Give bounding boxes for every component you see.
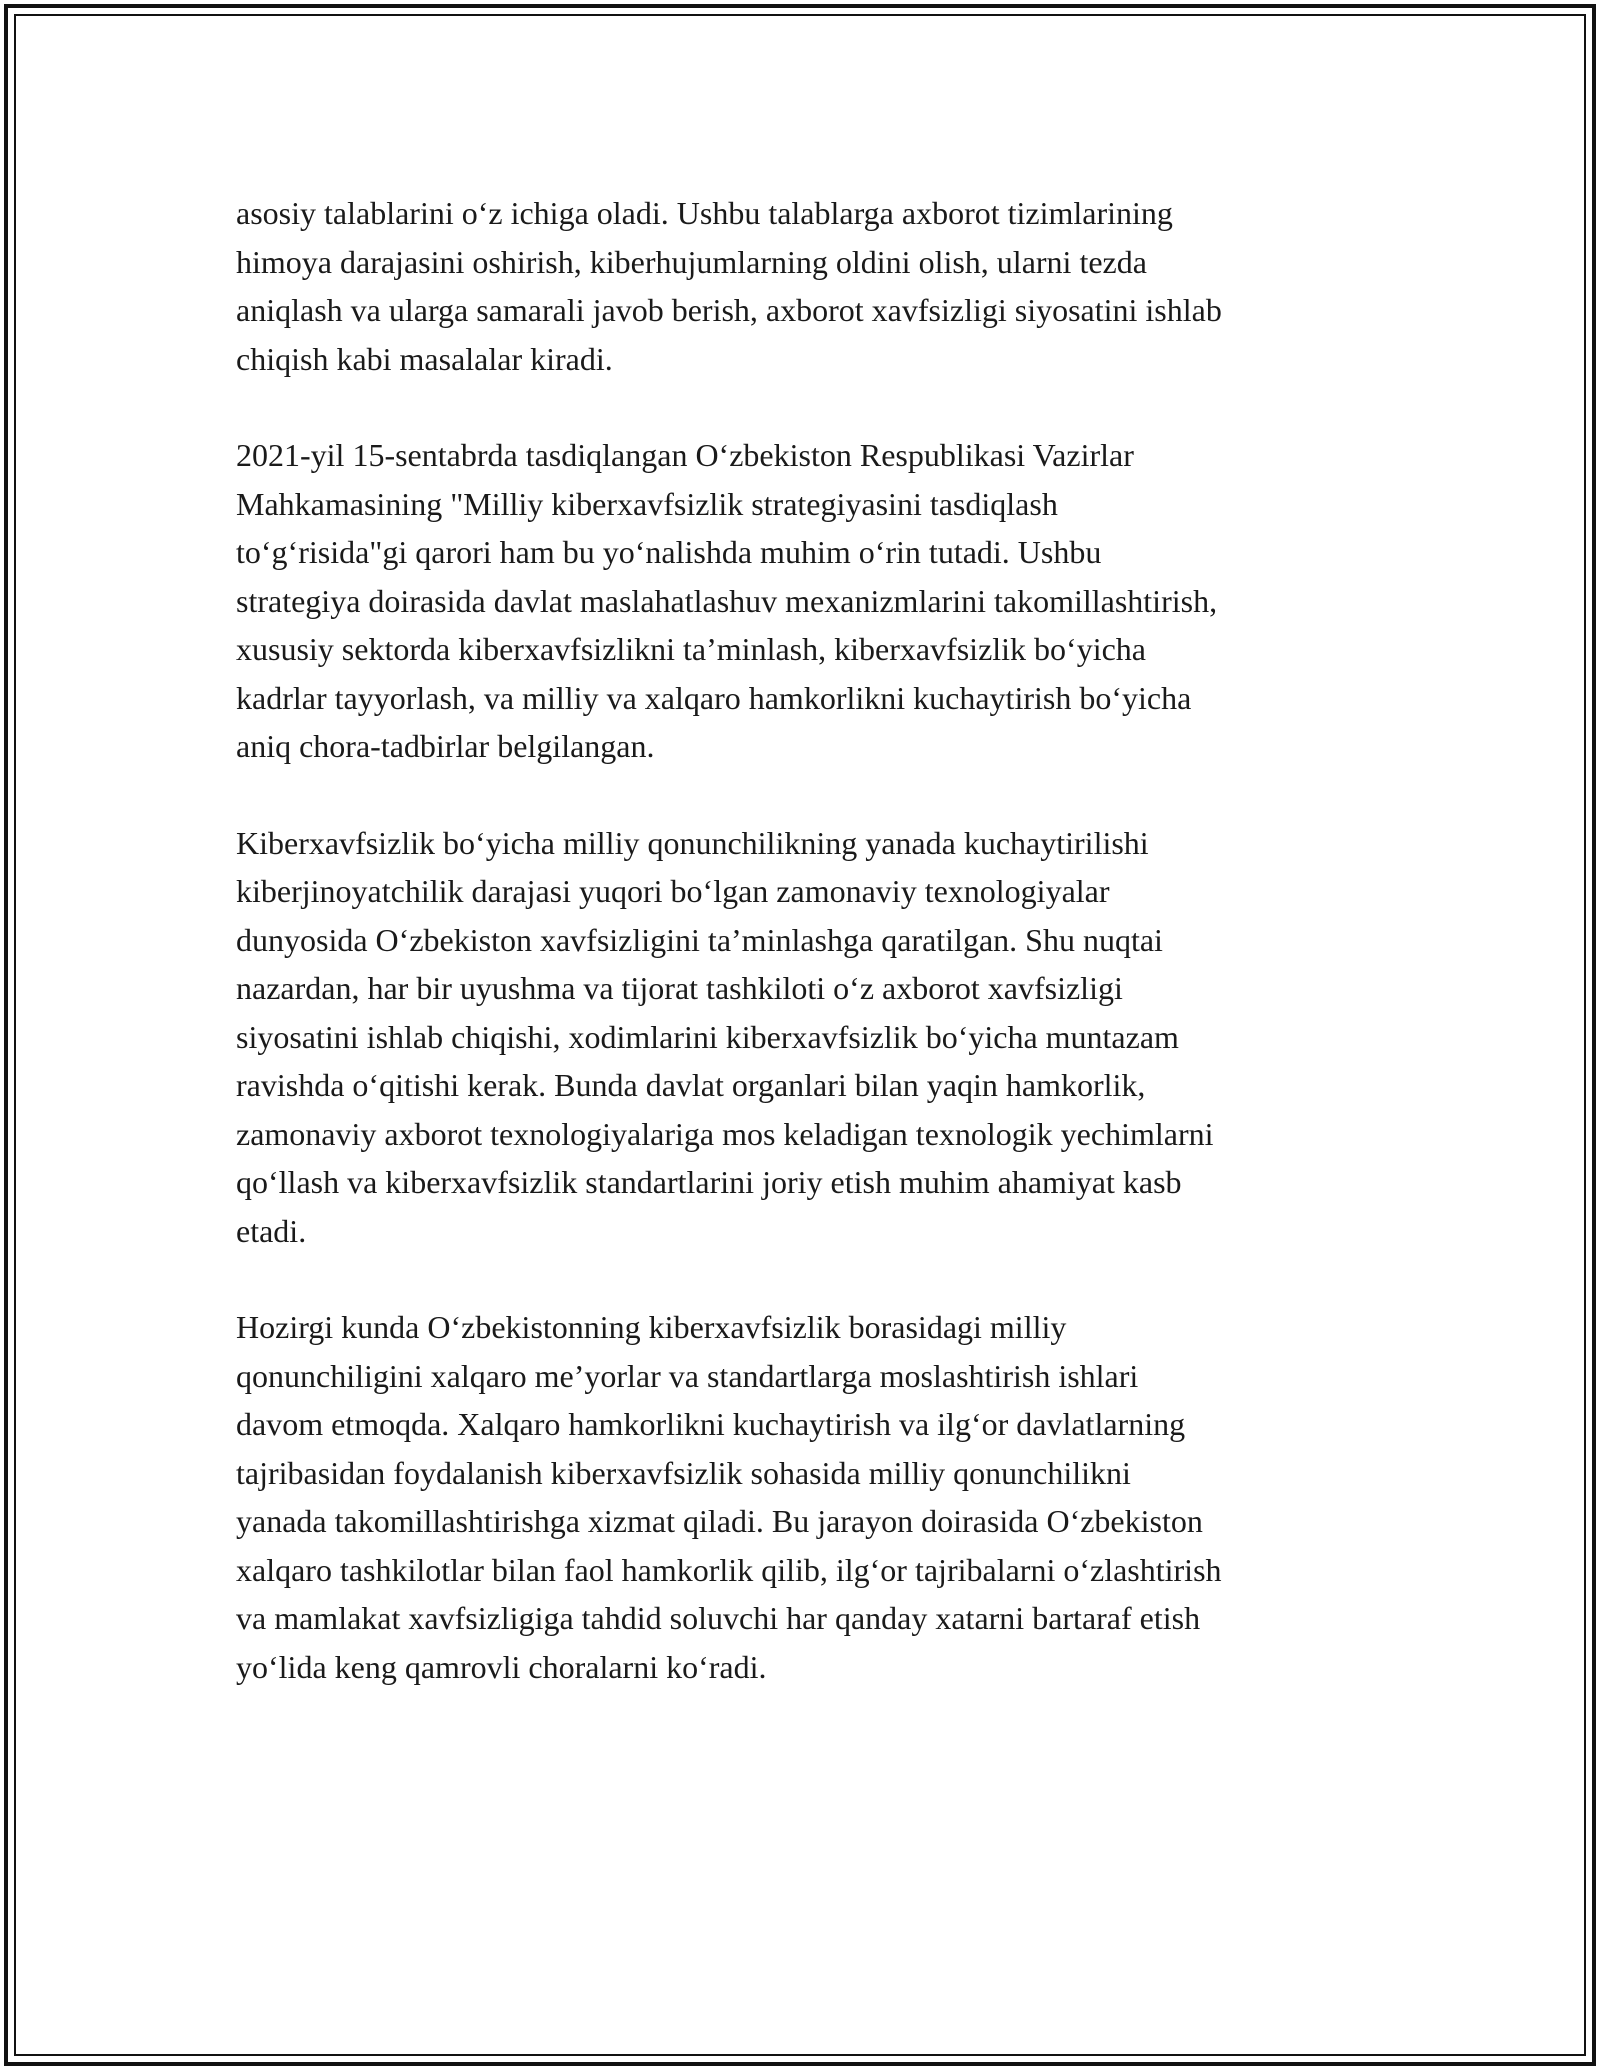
- text-line: strategiya doirasida davlat maslahatlashuv mexanizmlarini takomillashtirish,: [236, 582, 1218, 619]
- text-line: zamonaviy axborot texnologiyalariga mos keladigan texnologik yechimlarni: [236, 1115, 1214, 1152]
- text-line: davom etmoqda. Xalqaro hamkorlikni kuchaytirish va ilg‘or davlatlarning: [236, 1406, 1186, 1442]
- text-line: 2021-yil 15-sentabrda tasdiqlangan O‘zbekiston Respublikasi Vazirlar: [236, 437, 1134, 473]
- text-line: Hozirgi kunda O‘zbekistonning kiberxavfsizlik borasidagi milliy: [236, 1309, 1067, 1345]
- text-line: Mahkamasining "Milliy kiberxavfsizlik strategiyasini tasdiqlash: [236, 485, 1058, 522]
- text-line: asosiy talablarini o‘z ichiga oladi. Ushbu talablarga axborot tizimlarining: [236, 195, 1173, 231]
- text-line: yanada takomillashtirishga xizmat qiladi. Bu jarayon doirasida O‘zbekiston: [236, 1503, 1203, 1539]
- text-line: qo‘llash va kiberxavfsizlik standartlarini joriy etish muhim ahamiyat kasb: [236, 1164, 1182, 1200]
- paragraph-3: [236, 819, 1386, 1256]
- paragraph-4: [236, 1303, 1386, 1691]
- text-line: aniq chora-tadbirlar belgilangan.: [236, 728, 655, 764]
- text-line: Kiberxavfsizlik bo‘yicha milliy qonunchilikning yanada kuchaytirilishi: [236, 824, 1149, 861]
- paragraph-2: [236, 431, 1386, 771]
- text-line: dunyosida O‘zbekiston xavfsizligini ta’minlashga qaratilgan. Shu nuqtai: [236, 921, 1163, 958]
- text-line: aniqlash va ularga samarali javob berish, axborot xavfsizligi siyosatini ishlab: [236, 292, 1222, 328]
- text-line: yo‘lida keng qamrovli choralarni ko‘radi.: [236, 1648, 767, 1685]
- text-line: nazardan, har bir uyushma va tijorat tashkiloti o‘z axborot xavfsizligi: [236, 970, 1123, 1006]
- text-line: siyosatini ishlab chiqishi, xodimlarini kiberxavfsizlik bo‘yicha muntazam: [236, 1018, 1179, 1055]
- text-line: ravishda o‘qitishi kerak. Bunda davlat organlari bilan yaqin hamkorlik,: [236, 1067, 1146, 1103]
- document-body: [236, 189, 1386, 1691]
- text-line: kadrlar tayyorlash, va milliy va xalqaro hamkorlikni kuchaytirish bo‘yicha: [236, 679, 1192, 716]
- text-line: chiqish kabi masalalar kiradi.: [236, 340, 613, 377]
- text-line: va mamlakat xavfsizligiga tahdid soluvchi har qanday xatarni bartaraf etish: [236, 1600, 1201, 1636]
- paragraph-1: [236, 189, 1386, 383]
- text-line: kiberjinoyatchilik darajasi yuqori bo‘lgan zamonaviy texnologiyalar: [236, 873, 1110, 909]
- text-line: xususiy sektorda kiberxavfsizlikni ta’minlash, kiberxavfsizlik bo‘yicha: [236, 631, 1146, 667]
- text-line: tajribasidan foydalanish kiberxavfsizlik sohasida milliy qonunchilikni: [236, 1454, 1131, 1491]
- text-line: to‘g‘risida"gi qarori ham bu yo‘nalishda muhim o‘rin tutadi. Ushbu: [236, 534, 1102, 570]
- text-line: xalqaro tashkilotlar bilan faol hamkorlik qilib, ilg‘or tajribalarni o‘zlashtirish: [236, 1551, 1222, 1588]
- text-line: etadi.: [236, 1212, 307, 1249]
- text-line: himoya darajasini oshirish, kiberhujumlarning oldini olish, ularni tezda: [236, 243, 1147, 280]
- text-line: qonunchiligini xalqaro me’yorlar va standartlarga moslashtirish ishlari: [236, 1357, 1139, 1394]
